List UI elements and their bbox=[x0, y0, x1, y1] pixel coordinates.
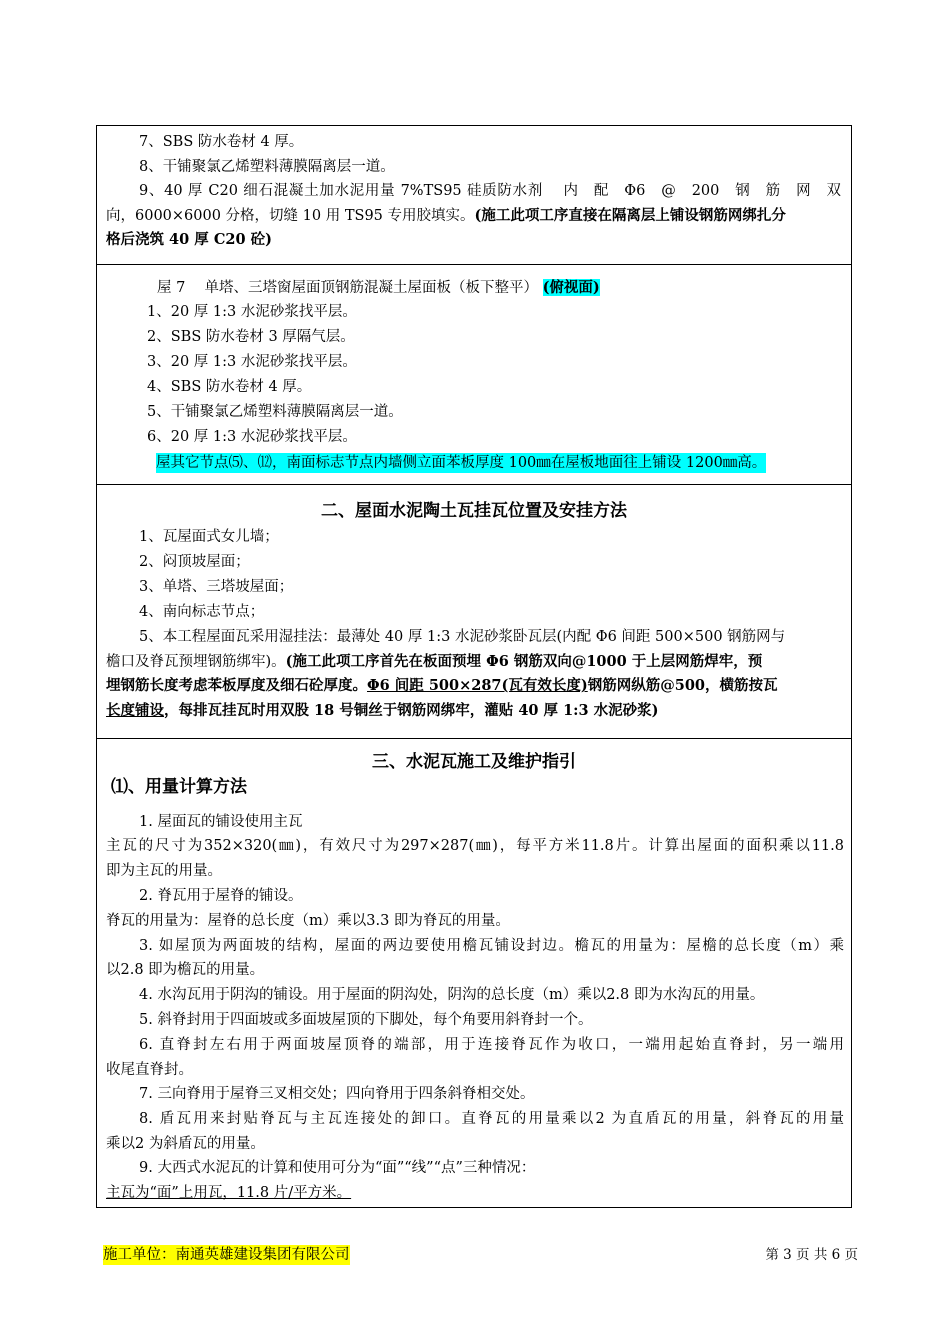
section-3-subtitle: ⑴、用量计算方法 bbox=[111, 777, 247, 797]
text-line-8: 8、干铺聚氯乙烯塑料薄膜隔离层一道。 bbox=[139, 159, 395, 175]
para-1: 1. 屋面瓦的铺设使用主瓦 bbox=[139, 814, 303, 830]
section-2-item-5b-plain: 檐口及脊瓦预埋钢筋绑牢)。 bbox=[106, 654, 286, 670]
para-1a: 主瓦的尺寸为352×320(㎜)，有效尺寸为297×287(㎜)，每平方米11.8片。计算出屋面的面积乘以11.8 bbox=[106, 838, 844, 854]
para-8a: 8. 盾瓦用来封贴脊瓦与主瓦连接处的卸口。直脊瓦的用量乘以2 为直盾瓦的用量，斜脊瓦的用量 bbox=[139, 1111, 844, 1127]
section-2-item-5b-bold: (施工此项工序首先在板面预埋 Φ6 钢筋双向@1000 于上层网筋焊牢，预 bbox=[285, 653, 763, 670]
text-9b-plain: 向，6000×6000 分格，切缝 10 用 TS95 专用胶填实。 bbox=[106, 208, 475, 224]
roof7-item-2: 2、SBS 防水卷材 3 厚隔气层。 bbox=[147, 329, 355, 345]
text-line-7: 7、SBS 防水卷材 4 厚。 bbox=[139, 134, 304, 150]
section-2-title: 二、屋面水泥陶土瓦挂瓦位置及安挂方法 bbox=[321, 501, 627, 521]
roof7-heading-tag: (俯视面) bbox=[542, 279, 600, 296]
para-3a: 3. 如屋顶为两面坡的结构，屋面的两边要使用檐瓦铺设封边。檐瓦的用量为：屋檐的总长度（m）乘 bbox=[139, 938, 844, 954]
page-frame bbox=[96, 125, 852, 1208]
roof7-item-4: 4、SBS 防水卷材 4 厚。 bbox=[147, 379, 312, 395]
roof7-note: 屋其它节点⑸、⑿，南面标志节点内墙侧立面苯板厚度 100㎜在屋板地面往上铺设 1200㎜高。 bbox=[156, 455, 767, 471]
para-8b: 乘以2 为斜盾瓦的用量。 bbox=[106, 1136, 265, 1152]
footer-company: 施工单位：南通英雄建设集团有限公司 bbox=[103, 1247, 350, 1263]
roof7-heading bbox=[157, 278, 600, 298]
para-6a: 6. 直脊封左右用于两面坡屋顶脊的端部，用于连接脊瓦作为收口，一端用起始直脊封，另一端用 bbox=[139, 1037, 844, 1053]
section-2-item-4: 4、南向标志节点； bbox=[139, 604, 265, 620]
divider bbox=[97, 264, 851, 265]
section-2-item-5b bbox=[106, 652, 762, 672]
section-2-item-5c bbox=[106, 676, 778, 696]
para-5: 5. 斜脊封用于四面坡或多面坡屋顶的下脚处，每个角要用斜脊封一个。 bbox=[139, 1012, 593, 1028]
para-2: 2. 脊瓦用于屋脊的铺设。 bbox=[139, 888, 303, 904]
roof7-item-1: 1、20 厚 1:3 水泥砂浆找平层。 bbox=[147, 304, 357, 320]
roof7-item-5: 5、干铺聚氯乙烯塑料薄膜隔离层一道。 bbox=[147, 404, 403, 420]
section-2-item-1: 1、瓦屋面式女儿墙； bbox=[139, 529, 279, 545]
text-line-9a: 9、40 厚 C20 细石混凝土加水泥用量 7%TS95 硅质防水剂 内 配 Φ6 @ 200 钢 筋 网 双 bbox=[139, 183, 841, 199]
roof7-item-6: 6、20 厚 1:3 水泥砂浆找平层。 bbox=[147, 429, 357, 445]
text-9b-bold: (施工此项工序直接在隔离层上铺设钢筋网绑扎分 bbox=[474, 207, 786, 224]
text-line-9b bbox=[106, 206, 786, 226]
divider bbox=[97, 484, 851, 485]
section-2-item-2: 2、闷顶坡屋面； bbox=[139, 554, 250, 570]
section-2-item-3: 3、单塔、三塔坡屋面； bbox=[139, 579, 294, 595]
para-3b: 以2.8 即为檐瓦的用量。 bbox=[106, 962, 265, 978]
section-2-item-5d-2: ，每排瓦挂瓦时用双股 18 号铜丝于钢筋网绑牢，灌贴 40 厚 1:3 水泥砂浆) bbox=[164, 702, 659, 719]
para-7: 7. 三向脊用于屋脊三叉相交处；四向脊用于四条斜脊相交处。 bbox=[139, 1086, 535, 1102]
section-2-item-5c-1: 埋钢筋长度考虑苯板厚度及细石砼厚度。 bbox=[106, 677, 367, 694]
para-9: 9. 大西式水泥瓦的计算和使用可分为“面”“线”“点”三种情况： bbox=[139, 1160, 536, 1176]
footer-page-number: 第 3 页 共 6 页 bbox=[765, 1247, 858, 1263]
para-4: 4. 水沟瓦用于阴沟的铺设。用于屋面的阴沟处，阴沟的总长度（m）乘以2.8 即为水沟瓦的用量。 bbox=[139, 987, 765, 1003]
para-2a: 脊瓦的用量为：屋脊的总长度（m）乘以3.3 即为脊瓦的用量。 bbox=[106, 913, 510, 929]
section-2-item-5c-2: Φ6 间距 500×287(瓦有效长度) bbox=[367, 677, 588, 694]
para-9a: 主瓦为“面”上用瓦，11.8 片/平方米。 bbox=[106, 1185, 352, 1201]
divider bbox=[97, 738, 851, 739]
section-2-item-5a: 5、本工程屋面瓦采用湿挂法：最薄处 40 厚 1:3 水泥砂浆卧瓦层(内配 Φ6 间距 500×500 钢筋网与 bbox=[139, 629, 786, 645]
text-line-9c: 格后浇筑 40 厚 C20 砼) bbox=[106, 231, 272, 248]
section-2-item-5d-1: 长度铺设 bbox=[106, 702, 164, 719]
section-2-item-5c-3: 钢筋网纵筋@500，横筋按瓦 bbox=[587, 677, 778, 694]
para-6b: 收尾直脊封。 bbox=[106, 1062, 193, 1078]
para-1b: 即为主瓦的用量。 bbox=[106, 863, 222, 879]
roof7-heading-text: 屋 7 单塔、三塔窗屋面顶钢筋混凝土屋面板（板下整平） bbox=[157, 280, 538, 296]
section-2-item-5d bbox=[106, 701, 659, 721]
section-3-title: 三、水泥瓦施工及维护指引 bbox=[372, 752, 576, 772]
roof7-item-3: 3、20 厚 1:3 水泥砂浆找平层。 bbox=[147, 354, 357, 370]
